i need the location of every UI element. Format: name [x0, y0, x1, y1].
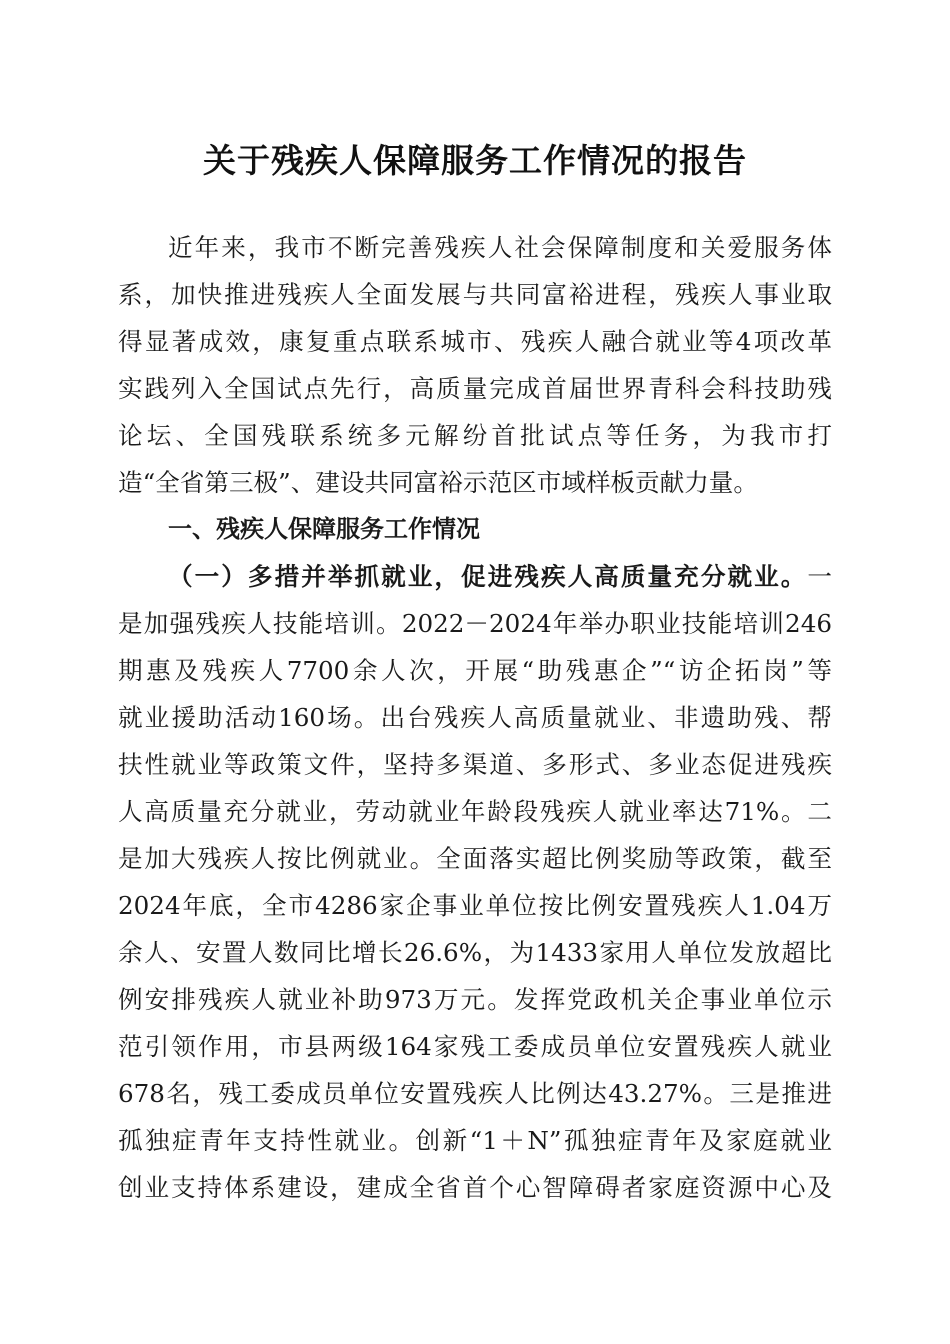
subsection-line: 孤独症青年支持性就业。创新“1＋N”孤独症青年及家庭就业 — [118, 1126, 832, 1155]
intro-line: 系，加快推进残疾人全面发展与共同富裕进程，残疾人事业取 — [118, 280, 832, 309]
subsection-line: 创业支持体系建设，建成全省首个心智障碍者家庭资源中心及 — [118, 1173, 832, 1202]
subsection-line: 余人、安置人数同比增长26.6%，为1433家用人单位发放超比 — [118, 938, 832, 967]
subsection-line: 期惠及残疾人7700余人次，开展“助残惠企”“访企拓岗”等 — [118, 656, 832, 685]
subsection-line: 就业援助活动160场。出台残疾人高质量就业、非遗助残、帮 — [118, 703, 832, 732]
document-body — [118, 224, 832, 1211]
document-title: 关于残疾人保障服务工作情况的报告 — [203, 141, 747, 180]
intro-line: 实践列入全国试点先行，高质量完成首届世界青科会科技助残 — [118, 374, 832, 403]
section-heading: 一、残疾人保障服务工作情况 — [168, 515, 480, 543]
intro-line: 造“全省第三极”、建设共同富裕示范区市域样板贡献力量。 — [118, 468, 758, 497]
subsection-heading: （一）多措并举抓就业，促进残疾人高质量充分就业。 — [168, 562, 808, 591]
subsection-line: 一 — [807, 562, 832, 591]
intro-line: 论坛、全国残联系统多元解纷首批试点等任务，为我市打 — [118, 421, 832, 450]
subsection-line: 扶性就业等政策文件，坚持多渠道、多形式、多业态促进残疾 — [118, 750, 832, 779]
subsection-line: 范引领作用，市县两级164家残工委成员单位安置残疾人就业 — [118, 1032, 832, 1061]
subsection-line: 是加大残疾人按比例就业。全面落实超比例奖励等政策，截至 — [118, 844, 832, 873]
subsection-line: 例安排残疾人就业补助973万元。发挥党政机关企事业单位示 — [118, 985, 832, 1014]
intro-line: 得显著成效，康复重点联系城市、残疾人融合就业等4项改革 — [118, 327, 832, 356]
subsection-line: 678名，残工委成员单位安置残疾人比例达43.27%。三是推进 — [118, 1079, 832, 1108]
subsection-first-line — [118, 553, 832, 600]
intro-line: 近年来，我市不断完善残疾人社会保障制度和关爱服务体 — [168, 233, 832, 262]
subsection-line: 2024年底，全市4286家企事业单位按比例安置残疾人1.04万 — [118, 891, 832, 920]
subsection-line: 人高质量充分就业，劳动就业年龄段残疾人就业率达71%。二 — [118, 797, 832, 826]
subsection-line: 是加强残疾人技能培训。2022－2024年举办职业技能培训246 — [118, 609, 832, 638]
